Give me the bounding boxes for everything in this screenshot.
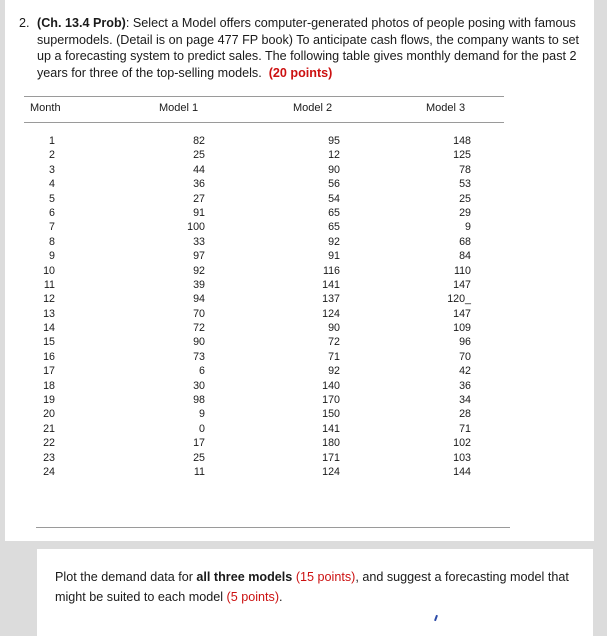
question-text bbox=[37, 15, 582, 81]
model-2-cell: 92 bbox=[328, 235, 340, 248]
model-3-cell: 28 bbox=[459, 408, 471, 421]
header-model-2: Model 2 bbox=[293, 102, 333, 114]
pen-mark bbox=[434, 615, 438, 621]
month-cell: 3 bbox=[49, 163, 55, 176]
month-cell: 4 bbox=[49, 178, 55, 191]
model-1-cell: 33 bbox=[193, 235, 205, 248]
model-3-cell: 120_ bbox=[447, 293, 471, 306]
month-cell: 11 bbox=[43, 278, 55, 291]
model-2-cell: 137 bbox=[322, 293, 340, 306]
question-number: 2. bbox=[19, 16, 30, 30]
month-cell: 18 bbox=[43, 379, 55, 392]
instruction-page bbox=[37, 549, 593, 636]
instruction-text bbox=[55, 567, 575, 607]
month-cell: 20 bbox=[43, 408, 55, 421]
month-cell: 10 bbox=[43, 264, 55, 277]
model-3-cell: 110 bbox=[453, 264, 471, 277]
model-2-cell: 72 bbox=[328, 336, 340, 349]
month-cell: 8 bbox=[49, 235, 55, 248]
instruction-points-1: (15 points) bbox=[295, 570, 356, 584]
table-top-rule bbox=[24, 96, 504, 97]
month-cell: 19 bbox=[43, 394, 55, 407]
model-1-cell: 44 bbox=[193, 163, 205, 176]
model-1-cell: 94 bbox=[193, 293, 205, 306]
model-2-cell: 65 bbox=[328, 206, 340, 219]
month-cell: 14 bbox=[43, 322, 55, 335]
model-3-cell: 71 bbox=[459, 422, 471, 435]
model-1-cell: 92 bbox=[193, 264, 205, 277]
model-1-cell: 97 bbox=[193, 250, 205, 263]
month-cell: 23 bbox=[43, 451, 55, 464]
model-2-cell: 54 bbox=[328, 192, 340, 205]
model-3-cell: 25 bbox=[459, 192, 471, 205]
month-cell: 2 bbox=[49, 149, 55, 162]
model-2-cell: 56 bbox=[328, 178, 340, 191]
model-3-cell: 70 bbox=[459, 350, 471, 363]
table-header-rule bbox=[24, 122, 504, 123]
table-bottom-rule bbox=[36, 527, 510, 528]
model-1-cell: 98 bbox=[193, 394, 205, 407]
month-cell: 15 bbox=[43, 336, 55, 349]
model-2-cell: 95 bbox=[328, 135, 340, 147]
month-cell: 5 bbox=[49, 192, 55, 205]
model-2-cell: 150 bbox=[322, 408, 340, 421]
model-2-cell: 171 bbox=[322, 451, 340, 464]
instruction-emphasis: all three models bbox=[196, 570, 293, 584]
model-2-cell: 180 bbox=[322, 437, 340, 450]
month-cell: 21 bbox=[43, 422, 55, 435]
model-2-cell: 90 bbox=[328, 163, 340, 176]
header-model-3: Model 3 bbox=[426, 102, 466, 114]
model-1-cell: 73 bbox=[193, 350, 205, 363]
month-cell: 17 bbox=[43, 365, 55, 378]
model-1-cell: 17 bbox=[193, 437, 205, 450]
month-cell: 12 bbox=[43, 293, 55, 306]
header-model-1: Model 1 bbox=[159, 102, 199, 114]
model-3-cell: 53 bbox=[459, 178, 471, 191]
question-page bbox=[5, 0, 594, 541]
model-2-cell: 141 bbox=[322, 422, 340, 435]
model-1-cell: 27 bbox=[193, 192, 205, 205]
model-1-cell: 30 bbox=[193, 379, 205, 392]
model-1-cell: 90 bbox=[193, 336, 205, 349]
model-2-cell: 65 bbox=[328, 221, 340, 234]
question-points: (20 points) bbox=[268, 65, 333, 80]
model-1-column bbox=[175, 134, 205, 479]
model-3-cell: 96 bbox=[459, 336, 471, 349]
model-3-cell: 9 bbox=[465, 221, 471, 234]
model-1-cell: 6 bbox=[199, 365, 205, 378]
instruction-end: . bbox=[279, 590, 283, 604]
model-1-cell: 100 bbox=[187, 221, 205, 234]
model-2-cell: 90 bbox=[328, 322, 340, 335]
instruction-part-2: , and suggest a forecasting model that might be suited to each model bbox=[55, 570, 569, 604]
model-1-cell: 25 bbox=[193, 149, 205, 162]
model-3-cell: 42 bbox=[459, 365, 471, 378]
model-3-cell: 68 bbox=[459, 235, 471, 248]
month-cell: 7 bbox=[49, 221, 55, 234]
model-3-cell: 78 bbox=[459, 163, 471, 176]
model-1-cell: 39 bbox=[193, 278, 205, 291]
chapter-reference: (Ch. 13.4 Prob) bbox=[37, 16, 126, 30]
month-cell: 16 bbox=[43, 350, 55, 363]
month-cell: 6 bbox=[49, 206, 55, 219]
month-cell: 22 bbox=[43, 437, 55, 450]
model-3-cell: 125 bbox=[453, 149, 471, 162]
model-3-cell: 34 bbox=[459, 394, 471, 407]
instruction-part-1: Plot the demand data for bbox=[55, 570, 197, 584]
model-3-cell: 84 bbox=[459, 250, 471, 263]
model-2-column bbox=[305, 134, 340, 479]
model-1-cell: 36 bbox=[193, 178, 205, 191]
model-2-cell: 92 bbox=[328, 365, 340, 378]
model-1-cell: 0 bbox=[199, 422, 205, 435]
model-3-column bbox=[435, 134, 471, 479]
header-month: Month bbox=[30, 102, 61, 114]
model-2-cell: 141 bbox=[322, 278, 340, 291]
month-cell: 9 bbox=[49, 250, 55, 263]
model-3-cell: 29 bbox=[459, 206, 471, 219]
model-3-cell: 36 bbox=[459, 379, 471, 392]
question-body: : Select a Model offers computer-generated photos of people posing with famous supermodels. (Detail is on page 477 FP book) To anticipate cash flows, the company wants to set up a forecasting system to predict sales. The following table gives monthly demand for the past 2 years for three of the top-selling models. bbox=[37, 16, 580, 80]
model-2-cell: 12 bbox=[328, 149, 340, 162]
model-3-cell: 144 bbox=[453, 465, 471, 478]
model-2-cell: 124 bbox=[322, 465, 340, 478]
model-1-cell: 25 bbox=[193, 451, 205, 464]
model-3-cell: 102 bbox=[453, 437, 471, 450]
month-cell: 13 bbox=[43, 307, 55, 320]
model-2-cell: 116 bbox=[322, 264, 340, 277]
model-3-cell: 147 bbox=[453, 307, 471, 320]
model-1-cell: 9 bbox=[199, 408, 205, 421]
model-3-cell: 148 bbox=[453, 135, 471, 147]
model-1-cell: 70 bbox=[193, 307, 205, 320]
model-2-cell: 124 bbox=[322, 307, 340, 320]
model-2-cell: 140 bbox=[322, 379, 340, 392]
model-2-cell: 71 bbox=[328, 350, 340, 363]
model-2-cell: 170 bbox=[322, 394, 340, 407]
model-3-cell: 109 bbox=[453, 322, 471, 335]
instruction-points-2: (5 points) bbox=[226, 590, 280, 604]
model-1-cell: 91 bbox=[193, 206, 205, 219]
model-1-cell: 82 bbox=[193, 135, 205, 147]
model-1-cell: 11 bbox=[193, 465, 205, 478]
month-cell: 1 bbox=[49, 135, 55, 147]
model-1-cell: 72 bbox=[193, 322, 205, 335]
month-cell: 24 bbox=[43, 465, 55, 478]
model-3-cell: 103 bbox=[453, 451, 471, 464]
model-3-cell: 147 bbox=[453, 278, 471, 291]
month-column bbox=[35, 134, 55, 479]
model-2-cell: 91 bbox=[328, 250, 340, 263]
